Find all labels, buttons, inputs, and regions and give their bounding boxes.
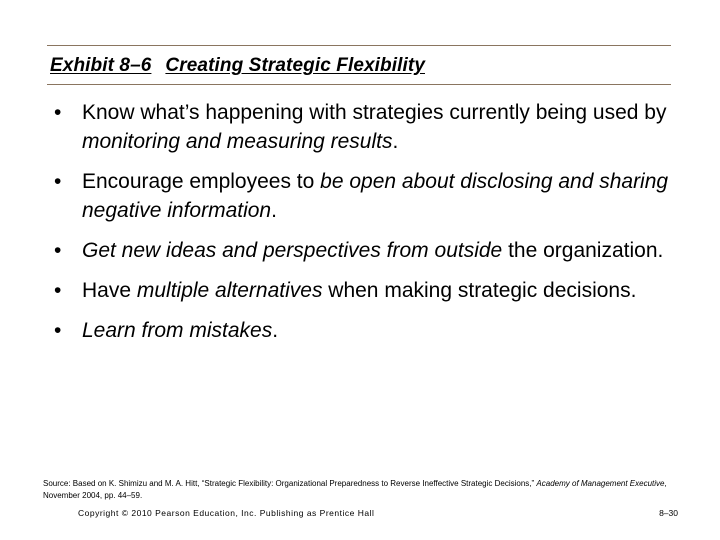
exhibit-number: Exhibit 8–6: [50, 55, 152, 76]
bullet-item: • Know what’s happening with strategies currently being used by monitoring and measuring results.: [54, 101, 667, 153]
source-citation: Source: Based on K. Shimizu and M. A. Hitt, “Strategic Flexibility: Organizational Preparedness to Reverse Ineffective Strategic Decisions,” Academy of Management Executive, November 2004, pp. 44–59.: [43, 479, 667, 500]
bullet-item: • Learn from mistakes.: [54, 319, 279, 342]
page-title: [50, 55, 425, 77]
exhibit-title: Creating Strategic Flexibility: [165, 55, 425, 76]
bullet-list: [52, 98, 692, 356]
copyright-footer: Copyright © 2010 Pearson Education, Inc. Publishing as Prentice Hall: [78, 508, 375, 518]
header-rule-bottom: [47, 84, 671, 85]
page-number: 8–30: [659, 508, 678, 518]
bullet-item: • Have multiple alternatives when making strategic decisions.: [54, 279, 637, 302]
bullet-item: • Get new ideas and perspectives from outside the organization.: [54, 239, 664, 262]
header-rule-top: [47, 45, 671, 46]
bullet-item: • Encourage employees to be open about disclosing and sharing negative information.: [54, 170, 669, 222]
